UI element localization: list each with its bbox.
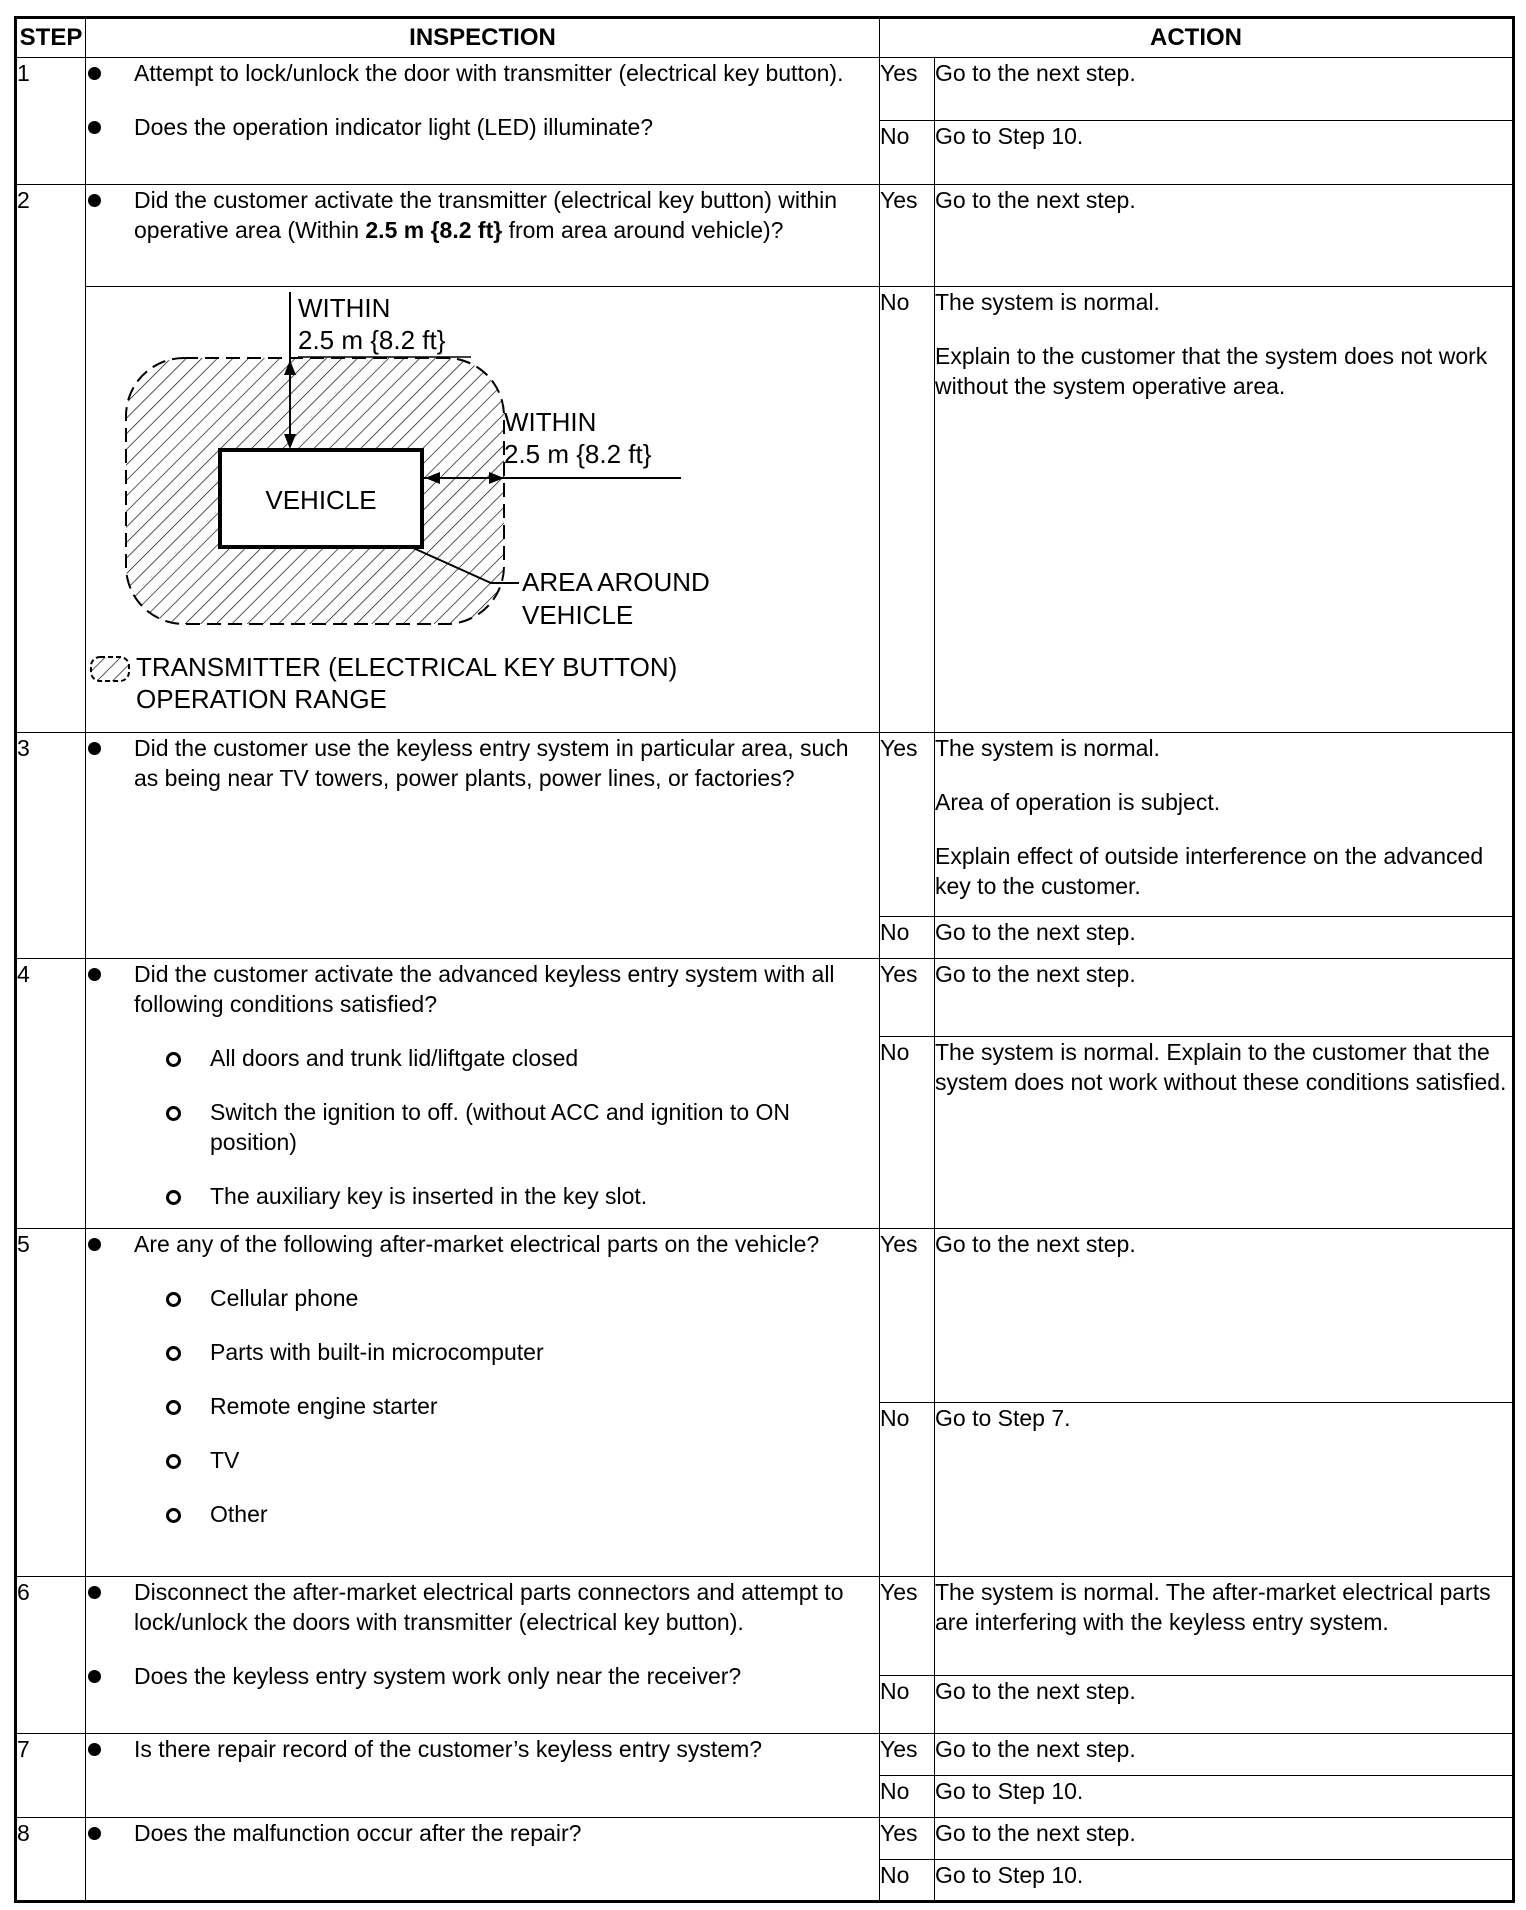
top-distance-label: 2.5 m {8.2 ft} xyxy=(298,325,446,355)
result-label: No xyxy=(880,1776,935,1818)
step-8-yes-row xyxy=(16,1818,1514,1860)
action-text: The system is normal. xyxy=(935,289,1160,315)
step-2-yes-row xyxy=(16,185,1514,287)
result-action xyxy=(935,1734,1514,1776)
condition-item: Switch the ignition to off. (without ACC and ignition to ON position) xyxy=(86,1097,879,1157)
side-distance-label: 2.5 m {8.2 ft} xyxy=(504,439,652,469)
diagnostic-table xyxy=(14,16,1515,1903)
step-6-inspection xyxy=(86,1577,880,1734)
result-action xyxy=(935,733,1514,917)
inspection-bullet: Disconnect the after-market electrical parts connectors and attempt to lock/unlock the doors with transmitter (electrical key button). xyxy=(86,1577,879,1637)
step-5-inspection xyxy=(86,1229,880,1577)
step-4-yes-row xyxy=(16,959,1514,1037)
step-7-yes-row xyxy=(16,1734,1514,1776)
operation-range-diagram xyxy=(86,287,880,732)
step-5-yes-row xyxy=(16,1229,1514,1403)
vehicle-label: VEHICLE xyxy=(265,485,377,515)
action-text: The system is normal. The after-market electrical parts are interfering with the keyless entry system. xyxy=(935,1579,1491,1635)
result-label: Yes xyxy=(880,959,935,1037)
result-action xyxy=(935,1577,1514,1676)
result-label: No xyxy=(880,917,935,959)
step-6-yes-row xyxy=(16,1577,1514,1676)
result-action xyxy=(935,1860,1514,1902)
result-action xyxy=(935,185,1514,287)
step-2-inspection xyxy=(86,185,880,287)
part-item: Other xyxy=(86,1499,879,1529)
result-action xyxy=(935,1403,1514,1577)
action-text: Go to the next step. xyxy=(935,187,1136,213)
inspection-bullet: Did the customer use the keyless entry system in particular area, such as being near TV towers, power plants, power lines, or factories? xyxy=(86,733,879,793)
step-1-inspection xyxy=(86,58,880,185)
action-text: Go to the next step. xyxy=(935,60,1136,86)
action-text: Go to the next step. xyxy=(935,1736,1136,1762)
legend-label-line1: TRANSMITTER (ELECTRICAL KEY BUTTON) xyxy=(136,652,678,682)
step-3-inspection xyxy=(86,733,880,959)
side-within-label: WITHIN xyxy=(504,407,597,437)
result-label: No xyxy=(880,1403,935,1577)
step-number: 1 xyxy=(16,58,86,185)
action-text: Go to Step 10. xyxy=(935,1778,1084,1804)
result-action xyxy=(935,1676,1514,1734)
result-action xyxy=(935,917,1514,959)
action-text: Go to Step 10. xyxy=(935,1862,1084,1888)
header-inspection: INSPECTION xyxy=(86,18,880,58)
inspection-bullet: Does the keyless entry system work only near the receiver? xyxy=(86,1661,879,1691)
step-8-inspection xyxy=(86,1818,880,1902)
action-text: Go to the next step. xyxy=(935,1678,1136,1704)
top-within-label: WITHIN xyxy=(298,293,391,323)
legend-swatch xyxy=(91,657,129,681)
action-text: Go to the next step. xyxy=(935,1820,1136,1846)
step-3-yes-row xyxy=(16,733,1514,917)
inspection-bullet: Does the operation indicator light (LED) illuminate? xyxy=(86,112,879,142)
result-label: Yes xyxy=(880,1577,935,1676)
result-label: No xyxy=(880,1037,935,1229)
header-action: ACTION xyxy=(880,18,1514,58)
part-item: TV xyxy=(86,1445,879,1475)
step-number: 2 xyxy=(16,185,86,733)
result-label: No xyxy=(880,287,935,733)
action-text: Go to the next step. xyxy=(935,919,1136,945)
result-label: Yes xyxy=(880,1734,935,1776)
inspection-bullet: Did the customer activate the advanced keyless entry system with all following conditions satisfied? xyxy=(86,959,879,1019)
step-number: 8 xyxy=(16,1818,86,1902)
result-action xyxy=(935,1037,1514,1229)
action-text: The system is normal. xyxy=(935,735,1160,761)
legend-label-line2: OPERATION RANGE xyxy=(136,684,387,714)
result-label: Yes xyxy=(880,733,935,917)
result-label: No xyxy=(880,1860,935,1902)
action-text: The system is normal. Explain to the customer that the system does not work without these conditions satisfied. xyxy=(935,1039,1507,1095)
step-number: 5 xyxy=(16,1229,86,1577)
step-4-inspection xyxy=(86,959,880,1229)
condition-item: All doors and trunk lid/liftgate closed xyxy=(86,1043,879,1073)
inspection-bullet: Is there repair record of the customer’s keyless entry system? xyxy=(86,1734,879,1764)
result-action xyxy=(935,121,1514,185)
inspection-text: from area around vehicle)? xyxy=(502,217,784,243)
inspection-bullet: Attempt to lock/unlock the door with transmitter (electrical key button). xyxy=(86,58,879,88)
result-label: Yes xyxy=(880,185,935,287)
result-label: Yes xyxy=(880,1229,935,1403)
step-number: 4 xyxy=(16,959,86,1229)
result-action xyxy=(935,58,1514,121)
result-action xyxy=(935,287,1514,733)
distance-spec: 2.5 m {8.2 ft} xyxy=(365,217,503,243)
inspection-bullet xyxy=(86,185,879,245)
action-text: Go to the next step. xyxy=(935,961,1136,987)
result-action xyxy=(935,1818,1514,1860)
step-2-no-row xyxy=(16,287,1514,733)
action-text: Explain effect of outside interference on the advanced key to the customer. xyxy=(935,843,1484,899)
result-action xyxy=(935,1229,1514,1403)
result-action xyxy=(935,959,1514,1037)
action-text: Go to Step 7. xyxy=(935,1405,1071,1431)
operation-range-figure-cell xyxy=(86,287,880,733)
result-label: Yes xyxy=(880,58,935,121)
step-1-yes-row xyxy=(16,58,1514,121)
inspection-text: Did the customer activate the transmitter (electrical key button) within operative area (Within xyxy=(134,187,838,243)
inspection-bullet: Are any of the following after-market electrical parts on the vehicle? xyxy=(86,1229,879,1259)
part-item: Cellular phone xyxy=(86,1283,879,1313)
condition-item: The auxiliary key is inserted in the key slot. xyxy=(86,1181,879,1211)
result-label: Yes xyxy=(880,1818,935,1860)
step-number: 6 xyxy=(16,1577,86,1734)
step-number: 7 xyxy=(16,1734,86,1818)
result-label: No xyxy=(880,121,935,185)
action-text: Go to Step 10. xyxy=(935,123,1084,149)
step-number: 3 xyxy=(16,733,86,959)
inspection-bullet: Does the malfunction occur after the repair? xyxy=(86,1818,879,1848)
header-row xyxy=(16,18,1514,58)
action-text: Area of operation is subject. xyxy=(935,789,1221,815)
result-action xyxy=(935,1776,1514,1818)
area-label-line2: VEHICLE xyxy=(522,600,634,630)
action-text: Explain to the customer that the system does not work without the system operative area. xyxy=(935,343,1488,399)
area-label-line1: AREA AROUND xyxy=(522,567,710,597)
action-text: Go to the next step. xyxy=(935,1231,1136,1257)
part-item: Remote engine starter xyxy=(86,1391,879,1421)
result-label: No xyxy=(880,1676,935,1734)
step-7-inspection xyxy=(86,1734,880,1818)
part-item: Parts with built-in microcomputer xyxy=(86,1337,879,1367)
header-step: STEP xyxy=(16,18,86,58)
